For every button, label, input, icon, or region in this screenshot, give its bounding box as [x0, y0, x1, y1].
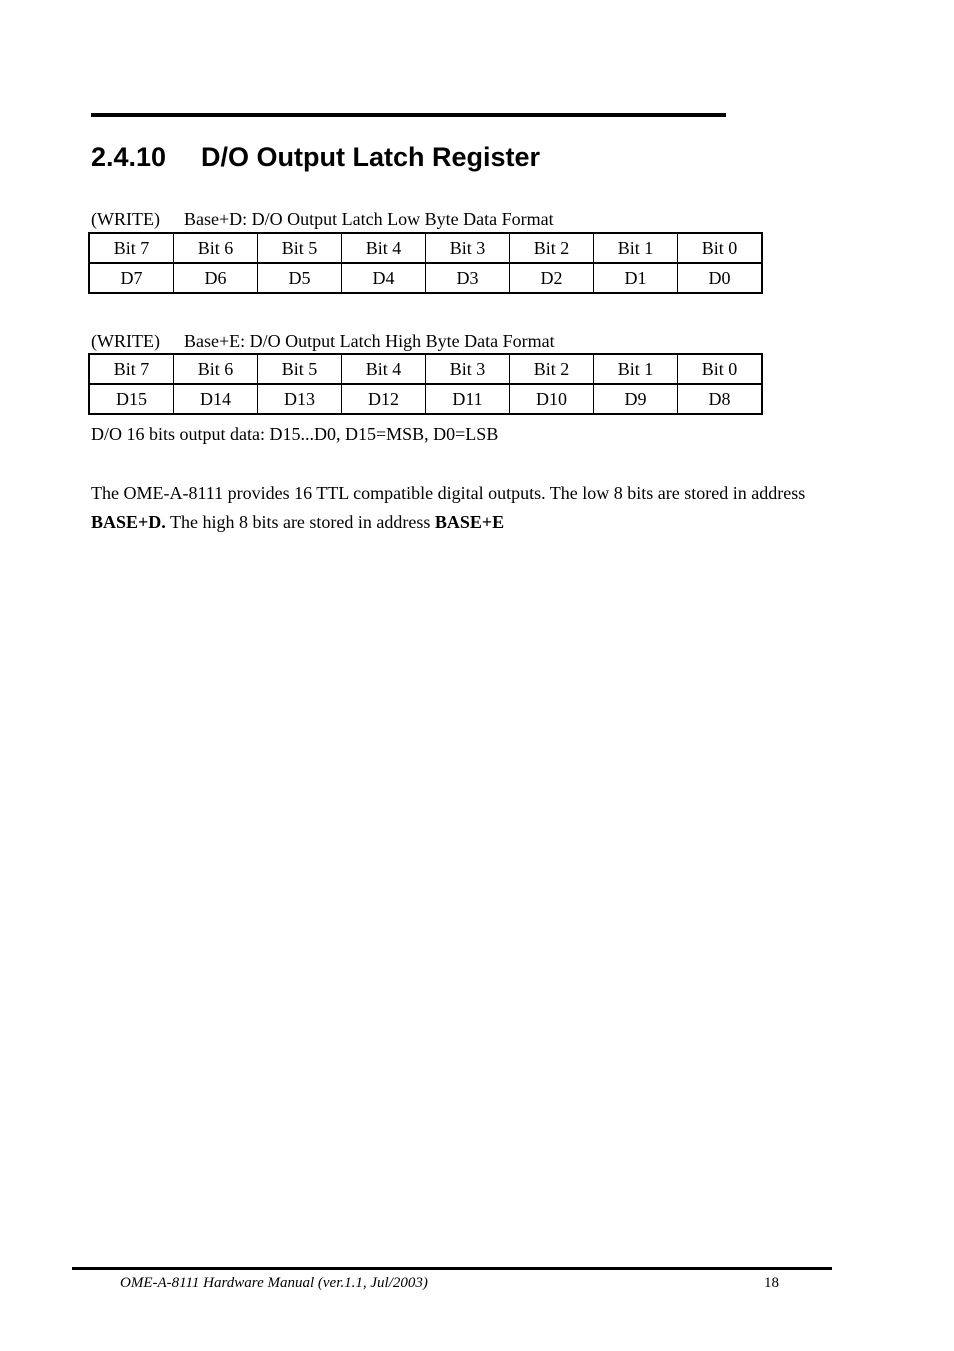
table-header-cell: Bit 7 — [89, 354, 174, 384]
section-number: 2.4.10 — [91, 142, 167, 172]
header-rule — [91, 113, 726, 117]
high-byte-table — [88, 353, 763, 415]
table-header-cell: Bit 3 — [426, 233, 510, 263]
table-row — [89, 384, 762, 414]
bit-order-note: D/O 16 bits output data: D15...D0, D15=MSB, D0=LSB — [91, 424, 499, 444]
high-byte-caption — [91, 330, 555, 352]
table-header-cell: Bit 5 — [258, 354, 342, 384]
low-byte-caption-text: Base+D: D/O Output Latch Low Byte Data Format — [184, 209, 554, 229]
table-cell: D8 — [678, 384, 763, 414]
table-cell: D4 — [342, 263, 426, 293]
table-cell: D11 — [426, 384, 510, 414]
table-header-row — [89, 233, 762, 263]
table-row — [89, 263, 762, 293]
low-byte-caption — [91, 208, 554, 230]
table-cell: D14 — [174, 384, 258, 414]
table-header-row — [89, 354, 762, 384]
high-byte-mode: (WRITE) — [91, 331, 160, 351]
paragraph-text: The OME-A-8111 provides 16 TTL compatible digital outputs. The low 8 bits are stored in address — [91, 483, 806, 503]
low-byte-table — [88, 232, 763, 294]
table-header-cell: Bit 7 — [89, 233, 174, 263]
table-header-cell: Bit 4 — [342, 354, 426, 384]
paragraph-bold-address: BASE+E — [434, 512, 505, 532]
footer-title: OME-A-8111 Hardware Manual (ver.1.1, Jul/2003) — [120, 1275, 428, 1291]
table-cell: D1 — [594, 263, 678, 293]
footer-rule — [72, 1267, 832, 1270]
table-header-cell: Bit 5 — [258, 233, 342, 263]
table-cell: D9 — [594, 384, 678, 414]
table-header-cell: Bit 6 — [174, 233, 258, 263]
paragraph-text: The high 8 bits are stored in address — [165, 512, 435, 532]
section-title: D/O Output Latch Register — [201, 142, 541, 172]
table-header-cell: Bit 1 — [594, 354, 678, 384]
table-cell: D2 — [510, 263, 594, 293]
table-header-cell: Bit 6 — [174, 354, 258, 384]
table-cell: D12 — [342, 384, 426, 414]
page-number: 18 — [764, 1275, 779, 1291]
table-cell: D15 — [89, 384, 174, 414]
table-cell: D13 — [258, 384, 342, 414]
table-header-cell: Bit 0 — [678, 354, 763, 384]
table-header-cell: Bit 2 — [510, 354, 594, 384]
table-header-cell: Bit 1 — [594, 233, 678, 263]
description-paragraph — [91, 479, 831, 537]
table-header-cell: Bit 4 — [342, 233, 426, 263]
table-cell: D0 — [678, 263, 763, 293]
high-byte-caption-text: Base+E: D/O Output Latch High Byte Data Format — [184, 331, 555, 351]
paragraph-bold-address: BASE+D. — [91, 512, 166, 532]
table-header-cell: Bit 2 — [510, 233, 594, 263]
table-cell: D6 — [174, 263, 258, 293]
table-header-cell: Bit 0 — [678, 233, 763, 263]
table-cell: D7 — [89, 263, 174, 293]
table-header-cell: Bit 3 — [426, 354, 510, 384]
section-heading — [91, 140, 540, 174]
table-cell: D5 — [258, 263, 342, 293]
table-cell: D10 — [510, 384, 594, 414]
table-cell: D3 — [426, 263, 510, 293]
low-byte-mode: (WRITE) — [91, 209, 160, 229]
